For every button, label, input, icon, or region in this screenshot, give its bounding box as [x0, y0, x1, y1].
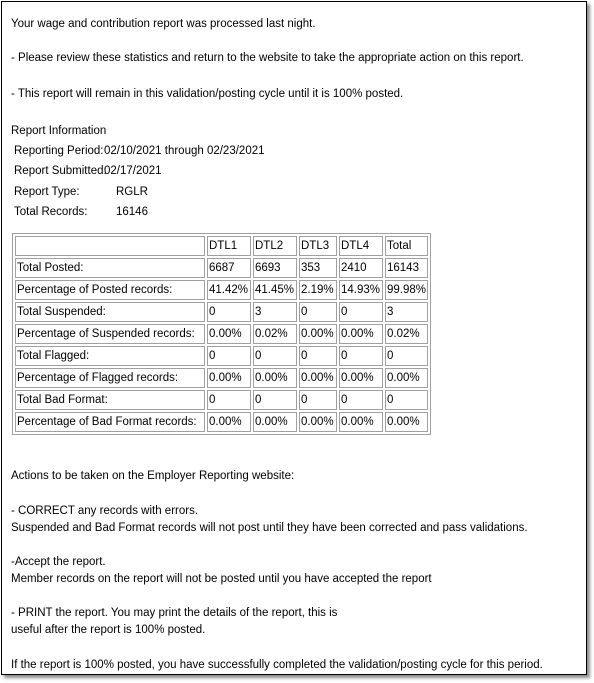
total-records-label: Total Records:	[14, 206, 88, 218]
row-label: Total Posted:	[15, 258, 205, 278]
report-type-value: RGLR	[116, 186, 148, 198]
table-cell: 0	[339, 390, 383, 410]
completion-note: If the report is 100% posted, you have successfully completed the validation/posting cycle for this period.	[11, 659, 543, 671]
table-cell: 3	[385, 302, 428, 322]
table-cell: 0.00%	[299, 368, 337, 388]
total-records-row	[14, 204, 148, 220]
row-label: Total Bad Format:	[15, 390, 205, 410]
table-cell: 0	[385, 390, 428, 410]
row-label: Total Flagged:	[15, 346, 205, 366]
table-cell: 0.02%	[385, 324, 428, 344]
table-cell: 0.02%	[253, 324, 297, 344]
table-cell: 0.00%	[385, 412, 428, 432]
table-header-cell: DTL1	[207, 236, 251, 256]
table-cell: 0.00%	[339, 324, 383, 344]
row-label: Percentage of Posted records:	[15, 280, 205, 300]
accept-action-detail: Member records on the report will not be posted until you have accepted the report	[11, 573, 432, 585]
table-cell: 353	[299, 258, 337, 278]
table-row	[15, 324, 428, 344]
table-cell: 99.98%	[385, 280, 428, 300]
report-submitted-row	[14, 163, 162, 179]
table-row	[15, 368, 428, 388]
table-row	[15, 258, 428, 278]
table-cell: 0.00%	[339, 412, 383, 432]
statistics-table	[12, 233, 431, 435]
table-header-cell	[15, 236, 205, 256]
review-instruction: - Please review these statistics and return to the website to take the appropriate action on this report.	[11, 52, 524, 64]
report-type-label: Report Type:	[14, 186, 80, 198]
table-cell: 0.00%	[385, 368, 428, 388]
correct-action-detail: Suspended and Bad Format records will not post until they have been corrected and pass validations.	[11, 522, 528, 534]
table-cell: 0.00%	[207, 324, 251, 344]
table-header-cell: DTL3	[299, 236, 337, 256]
table-cell: 0	[339, 346, 383, 366]
correct-action: - CORRECT any records with errors.	[11, 505, 199, 517]
total-records-value: 16146	[116, 206, 148, 218]
table-cell: 0	[207, 346, 251, 366]
table-cell: 0.00%	[207, 368, 251, 388]
table-cell: 0	[253, 390, 297, 410]
table-cell: 0.00%	[253, 368, 297, 388]
table-cell: 14.93%	[339, 280, 383, 300]
reporting-period-row	[14, 143, 265, 159]
report-submitted-value: 02/17/2021	[104, 165, 162, 177]
table-cell: 0.00%	[299, 324, 337, 344]
accept-action: -Accept the report.	[11, 556, 106, 568]
report-info-heading: Report Information	[11, 125, 107, 137]
row-label: Percentage of Bad Format records:	[15, 412, 205, 432]
table-cell: 0.00%	[339, 368, 383, 388]
table-header-cell: DTL2	[253, 236, 297, 256]
table-cell: 6693	[253, 258, 297, 278]
row-label: Percentage of Suspended records:	[15, 324, 205, 344]
table-header-cell: DTL4	[339, 236, 383, 256]
report-type-row	[14, 184, 148, 200]
processed-notice: Your wage and contribution report was processed last night.	[11, 18, 316, 30]
table-cell: 41.45%	[253, 280, 297, 300]
table-row	[15, 412, 428, 432]
table-header-cell: Total	[385, 236, 428, 256]
table-cell: 41.42%	[207, 280, 251, 300]
report-submitted-label: Report Submitted:	[14, 165, 107, 177]
table-row	[15, 390, 428, 410]
table-row	[15, 346, 428, 366]
table-cell: 0	[385, 346, 428, 366]
table-cell: 0	[207, 390, 251, 410]
table-cell: 0	[253, 346, 297, 366]
actions-heading: Actions to be taken on the Employer Reporting website:	[11, 470, 295, 482]
email-body-frame	[1, 1, 587, 675]
table-cell: 0	[339, 302, 383, 322]
table-cell: 0.00%	[253, 412, 297, 432]
table-cell: 16143	[385, 258, 428, 278]
print-action: - PRINT the report. You may print the details of the report, this is	[11, 607, 338, 619]
table-header-row	[15, 236, 428, 256]
reporting-period-value: 02/10/2021 through 02/23/2021	[104, 145, 265, 157]
row-label: Total Suspended:	[15, 302, 205, 322]
table-cell: 2410	[339, 258, 383, 278]
print-action-detail: useful after the report is 100% posted.	[11, 624, 206, 636]
table-cell: 0	[299, 390, 337, 410]
table-cell: 2.19%	[299, 280, 337, 300]
table-cell: 6687	[207, 258, 251, 278]
table-row	[15, 280, 428, 300]
table-cell: 0	[299, 346, 337, 366]
table-cell: 0	[299, 302, 337, 322]
table-cell: 0.00%	[207, 412, 251, 432]
table-cell: 0.00%	[299, 412, 337, 432]
row-label: Percentage of Flagged records:	[15, 368, 205, 388]
table-row	[15, 302, 428, 322]
validation-cycle-note: - This report will remain in this validation/posting cycle until it is 100% posted.	[11, 88, 404, 100]
reporting-period-label: Reporting Period:	[14, 145, 104, 157]
table-cell: 0	[207, 302, 251, 322]
table-cell: 3	[253, 302, 297, 322]
